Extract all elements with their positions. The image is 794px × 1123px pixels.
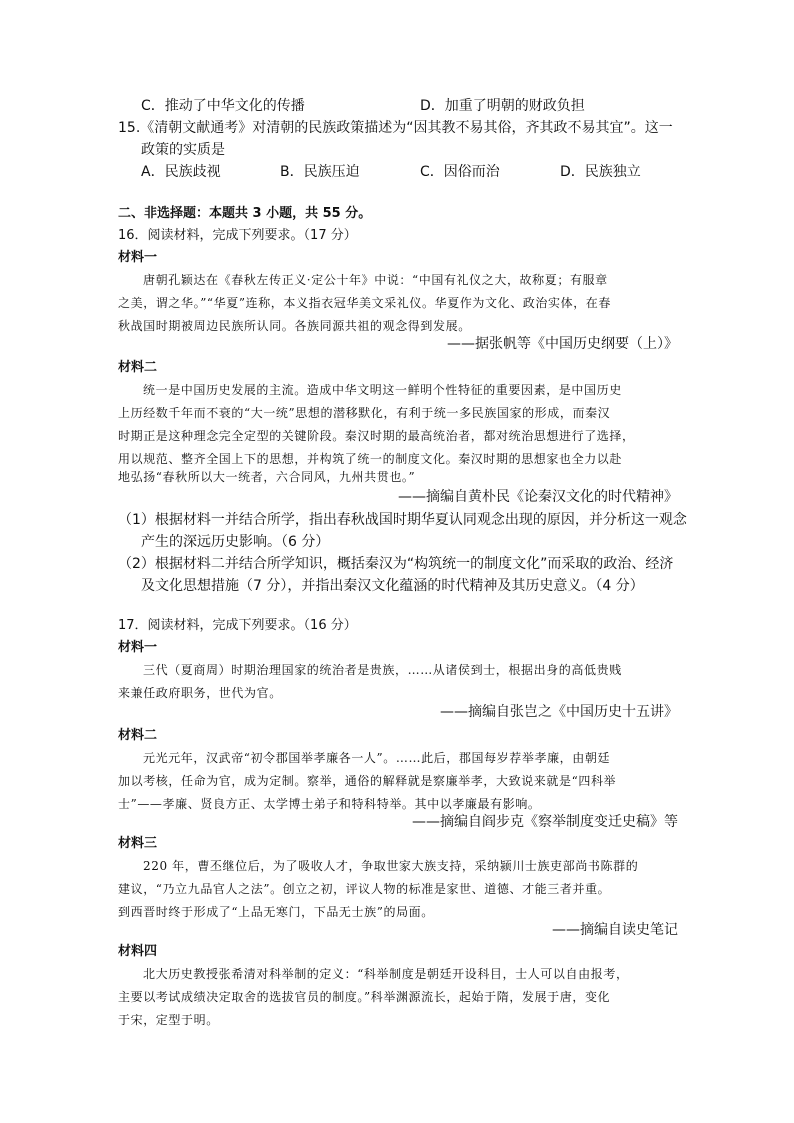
q16-material1-line: 秋战国时期被周边民族所认同。各族同源共祖的观念得到发展。	[118, 319, 471, 333]
q16-material2-line: 用以规范、整齐全国上下的思想，并构筑了统一的制度文化。秦汉时期的思想家也全力以赴	[118, 452, 623, 466]
q16-material2-label: 材料二	[118, 360, 158, 375]
q17-stem: 17．阅读材料，完成下列要求。（16 分）	[118, 618, 357, 633]
q17-material4-line: 北大历史教授张希清对科举制的定义：“科举制度是朝廷开设科目，士人可以自由报考，	[143, 967, 629, 981]
q15-option-c: C．因俗而治	[420, 164, 500, 180]
q16-material1-label: 材料一	[118, 250, 158, 265]
q16-material2-line: 统一是中国历史发展的主流。造成中华文明这一鲜明个性特征的重要因素，是中国历史	[143, 383, 622, 397]
q16-material1-line: 之美，谓之华。”“华夏”连称，本义指衣冠华美文采礼仪。华夏作为文化、政治实体，在春	[118, 296, 612, 310]
q16-requirement-1-line1: （1）根据材料一并结合所学，指出春秋战国时期华夏认同观念出现的原因，并分析这一观念	[118, 512, 687, 528]
q15-option-b: B．民族压迫	[280, 164, 360, 180]
q17-material1-label: 材料一	[118, 640, 158, 655]
q17-material2-label: 材料二	[118, 728, 158, 743]
q17-material3-line: 建议，“乃立九品官人之法”。创立之初，评议人物的标准是家世、道德、才能三者并重。	[118, 882, 611, 896]
q17-material1-line: 来兼任政府职务，世代为官。	[118, 686, 282, 700]
section-heading: 二、非选择题：本题共 3 小题，共 55 分。	[118, 206, 372, 221]
q17-material2-line: 士”——孝廉、贤良方正、太学博士弟子和特科特举。其中以孝廉最有影响。	[118, 797, 541, 811]
q16-requirement-2-line1: （2）根据材料二并结合所学知识，概括秦汉为“构筑统一的制度文化”而采取的政治、经济	[118, 556, 674, 572]
q16-material2-line: 上历经数千年而不衰的“大一统”思想的潜移默化，有利于统一多民族国家的形成，而秦汉	[118, 406, 611, 420]
q16-material2-source: ——摘编自黄朴民《论秦汉文化的时代精神》	[398, 489, 678, 505]
q15-option-a: A．民族歧视	[141, 164, 221, 180]
q17-material2-line: 加以考核，任命为官，成为定制。察举，通俗的解释就是察廉举孝，大致说来就是“四科举	[118, 774, 617, 788]
q17-material1-source: ——摘编自张岂之《中国历史十五讲》	[440, 704, 678, 720]
q16-requirement-2-line2: 及文化思想措施（7 分），并指出秦汉文化蕴涵的时代精神及其历史意义。（4 分）	[141, 578, 644, 594]
q16-material1-line: 唐朝孔颖达在《春秋左传正义·定公十年》中说：“中国有礼仪之大，故称夏；有服章	[143, 273, 608, 287]
q16-material2-line: 时期正是这种理念完全定型的关键阶段。秦汉时期的最高统治者，都对统治思想进行了选择，	[118, 429, 635, 443]
q17-material1-line: 三代（夏商周）时期治理国家的统治者是贵族，……从诸侯到士，根据出身的高低贵贱	[143, 663, 622, 677]
q17-material4-line: 于宋，定型于明。	[118, 1013, 219, 1027]
q16-stem: 16．阅读材料，完成下列要求。（17 分）	[118, 228, 357, 243]
q17-material3-source: ——摘编自读史笔记	[552, 922, 678, 938]
q17-material4-label: 材料四	[118, 944, 158, 959]
q15-option-d: D．民族独立	[560, 164, 641, 180]
q16-requirement-1-line2: 产生的深远历史影响。（6 分）	[141, 534, 330, 550]
q14-option-d: D．加重了明朝的财政负担	[420, 98, 585, 114]
q15-stem-line2: 政策的实质是	[141, 142, 225, 158]
q16-material2-line: 地弘扬“春秋所以大一统者，六合同风，九州共贯也。”	[118, 470, 416, 484]
q15-stem-line1: 15.《清朝文献通考》对清朝的民族政策描述为“因其教不易其俗，齐其政不易其宜”。这一	[118, 120, 673, 136]
q14-option-c: C．推动了中华文化的传播	[141, 98, 305, 114]
q17-material2-line: 元光元年，汉武帝“初令郡国举孝廉各一人”。……此后，郡国每岁荐举孝廉，由朝廷	[143, 751, 611, 765]
q17-material3-label: 材料三	[118, 836, 158, 851]
q17-material3-line: 到西晋时终于形成了“上品无寒门，下品无士族”的局面。	[118, 905, 434, 919]
q16-material1-source: ——据张帆等《中国历史纲要（上）》	[447, 336, 678, 352]
q17-material4-line: 主要以考试成绩决定取舍的选拔官员的制度。”科举渊源流长，起始于隋，发展于唐，变化	[118, 990, 611, 1004]
q17-material3-line: 220 年，曹丕继位后，为了吸收人才，争取世家大族支持，采纳颍川士族吏部尚书陈群的	[143, 859, 639, 873]
q17-material2-source: ——摘编自阎步克《察举制度变迁史稿》等	[412, 814, 678, 830]
